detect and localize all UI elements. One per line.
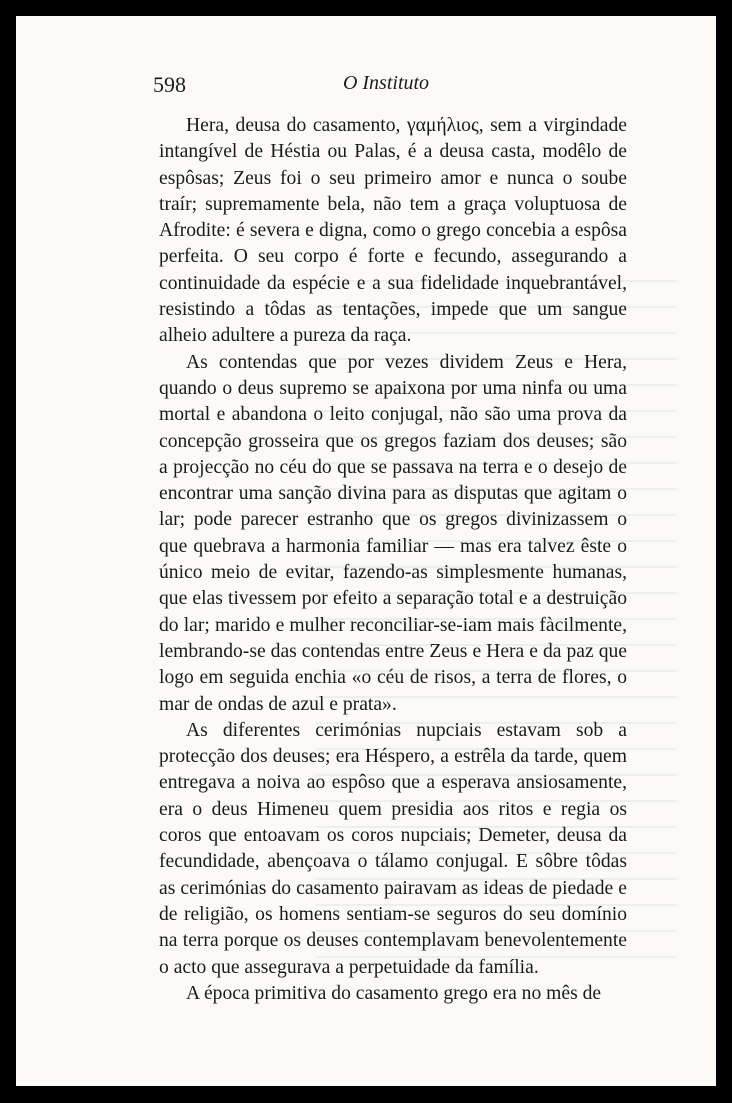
body-text xyxy=(159,113,627,1007)
paragraph-hera: Hera, deusa do casamento, γαμήλιος, sem a virgindade intangível de Héstia ou Palas, é a deusa casta, modêlo de espôsas; Zeus foi o seu primeiro amor e nunca o soube traír; supremamente bela, não tem a graça voluptuosa de Afrodite: é severa e digna, como o grego concebia a espôsa perfeita. O seu corpo é forte e fecundo, assegurando a continuidade da espécie e a sua fidelidade inquebrantável, resistindo a tôdas as tentações, impede que um sangue alheio adultere a pureza da raça. xyxy=(159,115,627,347)
book-page xyxy=(16,16,716,1086)
paragraph-contendas: As contendas que por vezes dividem Zeus e Hera, quando o deus supremo se apaixona por uma ninfa ou uma mortal e abandona o leito conjugal, não são uma prova da concepção grosseira que os gregos faziam dos deuses; são a projecção no céu do que se passava na terra e o desejo de encontrar uma sanção divina para as disputas que agitam o lar; pode parecer estranho que os gregos divinizassem o que quebrava a harmonia familiar — mas era talvez êste o único meio de evitar, fazendo-as simplesmente humanas, que elas tivessem por efeito a separação total e a destruição do lar; marido e mulher reconciliar-se-iam mais fàcilmente, lembrando-se das contendas entre Zeus e Hera e da paz que logo em seguida enchia «o céu de risos, a terra de flores, o mar de ondas de azul e prata». xyxy=(159,351,627,715)
paragraph-epoca: A época primitiva do casamento grego era no mês de xyxy=(186,982,602,1004)
page-number: 598 xyxy=(153,72,186,97)
running-head xyxy=(16,72,716,95)
running-title: O Instituto xyxy=(342,72,430,94)
paragraph-cerimonias: As diferentes cerimónias nupciais estavam sob a protecção dos deuses; era Héspero, a estrêla da tarde, quem entregava a noiva ao espôso que a esperava ansiosamente, era o deus Himeneu quem presidia aos ritos e regia os coros que entoavam os coros nupciais; Demeter, deusa da fecundidade, abençoava o tálamo conjugal. E sôbre tôdas as cerimónias do casamento pairavam as ideas de piedade e de religião, os homens sentiam-se seguros do seu domínio na terra porque os deuses contemplavam benevolentemente o acto que assegurava a perpetuidade da família. xyxy=(159,719,627,978)
